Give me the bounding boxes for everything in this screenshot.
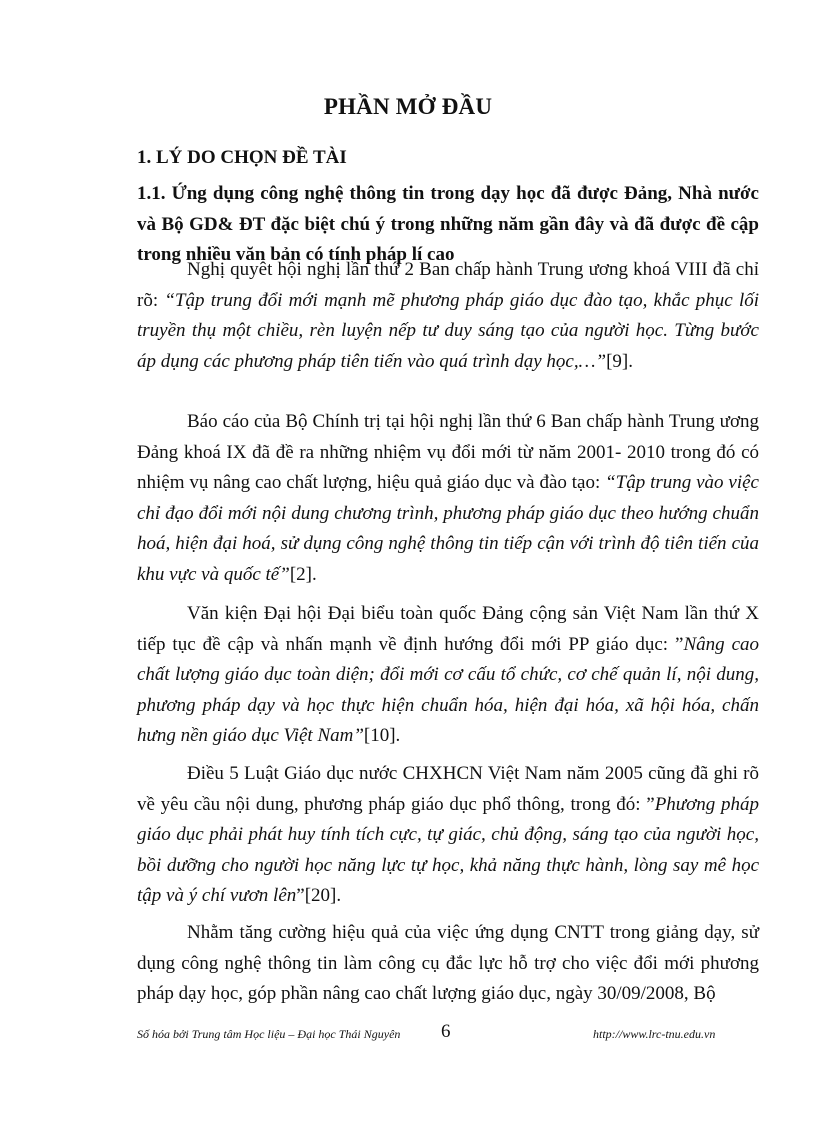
paragraph-4 bbox=[137, 759, 759, 912]
section-heading: 1. LÝ DO CHỌN ĐỀ TÀI bbox=[137, 147, 347, 168]
paragraph-1-quote: “Tập trung đổi mới mạnh mẽ phương pháp giáo dục đào tạo, khắc phục lối truyền thụ một chiều, rèn luyện nếp tư duy sáng tạo của người học. Từng bước áp dụng các phương pháp tiên tiến vào quá trình dạy học,…” bbox=[137, 289, 760, 372]
page-number: 6 bbox=[441, 1021, 451, 1042]
paragraph-2-lead: Báo cáo của Bộ Chính trị tại hội nghị lần thứ 6 Ban chấp hành Trung ương Đảng khoá IX đã đề ra những nhiệm vụ đổi mới từ năm 2001- 2010 trong đó có nhiệm vụ nâng cao chất lượng, hiệu quả giáo dục và đào tạo: bbox=[137, 411, 759, 493]
paragraph-5 bbox=[137, 918, 759, 1010]
paragraph-2-quote: “Tập trung vào việc chỉ đạo đổi mới nội dung chương trình, phương pháp giáo dục theo hướng chuẩn hoá, hiện đại hoá, sử dụng công nghệ thông tin tiếp cận với trình độ tiên tiến của khu vực và quốc tế” bbox=[137, 472, 759, 585]
paragraph-5-lead: Nhằm tăng cường hiệu quả của việc ứng dụng CNTT trong giảng dạy, sử dụng công nghệ thông tin làm công cụ đắc lực hỗ trợ cho việc đổi mới phương pháp dạy học, góp phần nâng cao chất lượng giáo dục, ngày 30/09/2008, Bộ bbox=[137, 922, 759, 1004]
paragraph-1-lead: Nghị quyêt hội nghị lần thứ 2 Ban chấp hành Trung ương khoá VIII đã chỉ rõ: bbox=[137, 259, 759, 311]
paragraph-3 bbox=[137, 599, 759, 752]
paragraph-3-citation: [10]. bbox=[363, 725, 401, 746]
footer-url: http://www.lrc-tnu.edu.vn bbox=[593, 1027, 716, 1041]
paragraph-4-citation: ”[20]. bbox=[296, 885, 342, 906]
page-title: PHẦN MỞ ĐẦU bbox=[323, 94, 493, 119]
paragraph-1 bbox=[137, 255, 759, 377]
paragraph-1-citation: [9]. bbox=[606, 350, 633, 372]
footer-attribution: Số hóa bởi Trung tâm Học liệu – Đại học Thái Nguyên bbox=[137, 1027, 401, 1041]
paragraph-4-quote: Phương pháp giáo dục phải phát huy tính tích cực, tự giác, chủ động, sáng tạo của người học, bồi dưỡng cho người học năng lực tự học, khả năng thực hành, lòng say mê học tập và ý chí vươn lên bbox=[137, 793, 760, 906]
paragraph-3-lead: Văn kiện Đại hội Đại biểu toàn quốc Đảng cộng sản Việt Nam lần thứ X tiếp tục đề cập và nhấn mạnh về định hướng đổi mới PP giáo dục: ” bbox=[137, 603, 759, 655]
paragraph-2-citation: [2]. bbox=[289, 563, 317, 585]
subsection-heading: 1.1. Ứng dụng công nghệ thông tin trong dạy học đã được Đảng, Nhà nước và Bộ GD& ĐT đặc biệt chú ý trong những năm gần đây và đã được đề cập trong nhiều văn bản có tính pháp lí cao bbox=[137, 183, 759, 265]
paragraph-3-quote: Nâng cao chất lượng giáo dục toàn diện; đổi mới cơ cấu tổ chức, cơ chế quản lí, nội dung, phương pháp dạy và học thực hiện chuẩn hóa, hiện đại hóa, xã hội hóa, chấn hưng nền giáo dục Việt Nam” bbox=[137, 633, 760, 746]
paragraph-4-lead: Điều 5 Luật Giáo dục nước CHXHCN Việt Nam năm 2005 cũng đã ghi rõ về yêu cầu nội dung, phương pháp giáo dục phổ thông, trong đó: ” bbox=[137, 763, 759, 815]
paragraph-2 bbox=[137, 407, 759, 590]
